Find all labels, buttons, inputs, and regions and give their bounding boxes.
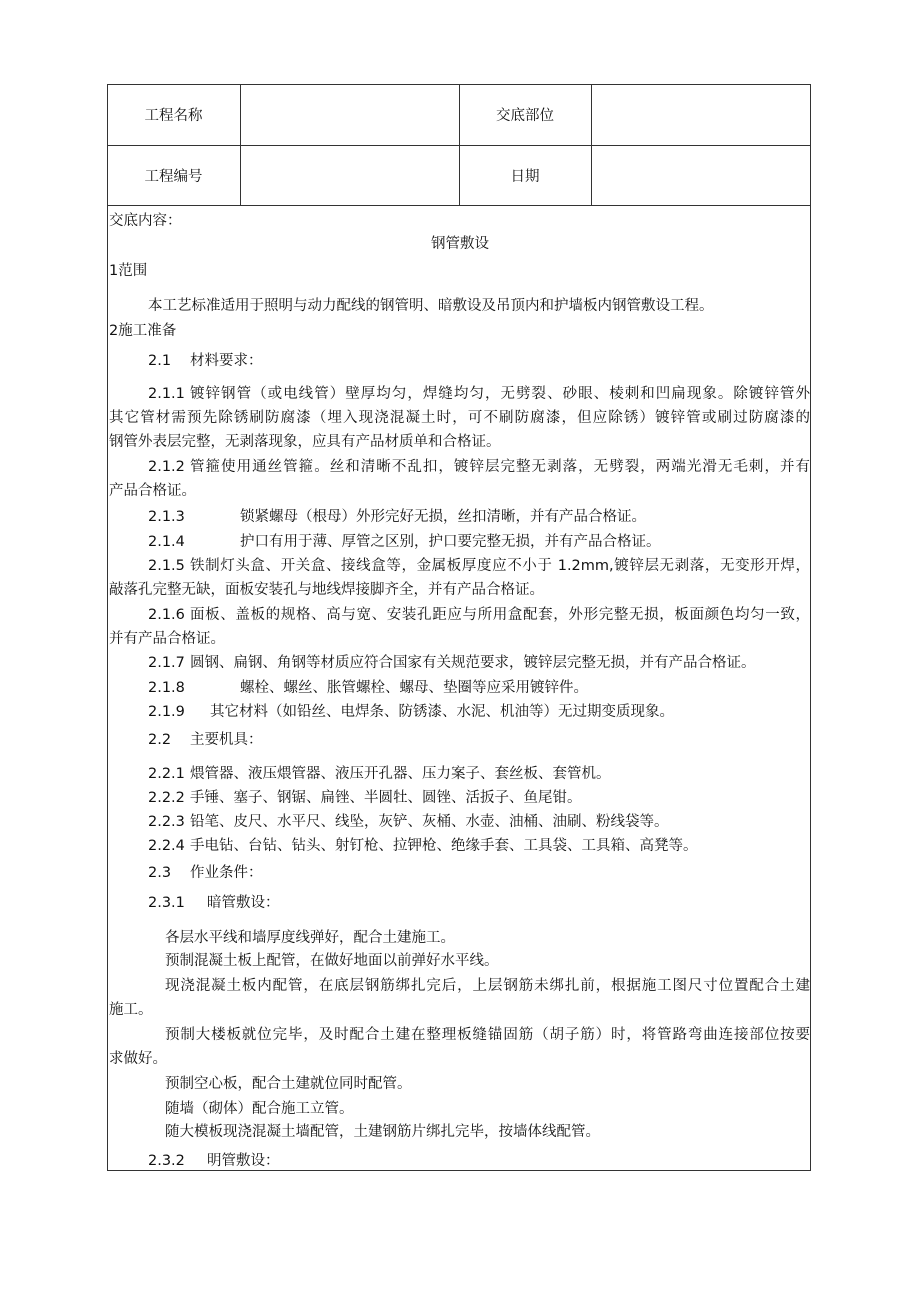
section-number: 2.1.8 [148,680,185,696]
section-number: 2.2.1 [148,766,185,782]
content-line: 锁紧螺母（根母）外形完好无损，丝扣清晰，并有产品合格证。 [240,509,646,525]
content-line: 并有产品合格证。 [109,631,225,647]
content-line: 施工。 [109,1002,153,1018]
section-number: 2.1.9 [148,704,185,720]
content-line: 护口有用于薄、厚管之区别，护口要完整无损，并有产品合格证。 [240,534,661,550]
content-line: 铅笔、皮尺、水平尺、线坠，灰铲、灰桶、水壶、油桶、油刷、粉线袋等。 [190,814,669,830]
content-line: 随大模板现浇混凝土墙配管，土建钢筋片绑扎完毕，按墙体线配管。 [165,1124,600,1140]
handover-part-value[interactable] [591,84,811,145]
section-number: 2.3 [148,865,172,881]
section-number: 2.2 [148,732,172,748]
section-number: 2.1.5 [148,558,185,574]
content-line: 预制大楼板就位完毕，及时配合土建在整理板缝锚固筋（胡子筋）时，将管路弯曲连接部位按要 [165,1027,810,1043]
content-label: 交底内容： [109,213,182,229]
content-line: 手锤、塞子、钢锯、扁锉、半圆牡、圆锉、活扳子、鱼尾钳。 [190,790,582,806]
content-line: 敲落孔完整无缺，面板安装孔与地线焊接脚齐全，并有产品合格证。 [109,582,544,598]
project-no-value[interactable] [240,145,459,205]
content-line: 其它材料（如铅丝、电焊条、防锈漆、水泥、机油等）无过期变质现象。 [210,704,674,720]
content-title: 钢管敷设 [431,236,489,252]
project-no-label: 工程编号 [144,168,203,185]
section-number: 2.1.4 [148,534,185,550]
content-line: 材料要求： [190,353,263,369]
content-line: 螺栓、螺丝、胀管螺栓、螺母、垫圈等应采用镀锌件。 [240,680,588,696]
content-line: 明管敷设： [207,1153,280,1169]
content-line: 主要机具： [190,732,263,748]
content-line: 本工艺标准适用于照明与动力配线的钢管明、暗敷设及吊顶内和护墙板内钢管敷设工程。 [148,298,714,314]
content-line: 铁制灯头盒、开关盒、接线盒等，金属板厚度应不小于 1.2mm,镀锌层无剥落，无变形开焊， [190,558,810,574]
section-number: 2.1.2 [148,459,185,475]
content-line: 2施工准备 [109,323,177,339]
content-line: 各层水平线和墙厚度线弹好，配合土建施工。 [165,930,455,946]
section-number: 2.1.1 [148,386,185,402]
content-line: 管箍使用通丝管箍。丝和清晰不乱扣，镀锌层完整无剥落，无劈裂，两端光滑无毛刺，并有 [190,459,810,475]
content-line: 其它管材需预先除锈刷防腐漆（埋入现浇混凝土时，可不刷防腐漆，但应除锈）镀锌管或刷过防腐漆的 [109,410,810,426]
section-number: 2.1.6 [148,607,185,623]
section-number: 2.1 [148,353,172,369]
content-line: 面板、盖板的规格、高与宽、安装孔距应与所用盒配套，外形完整无损，板面颜色均匀一致， [190,607,810,623]
project-name-label: 工程名称 [144,108,203,124]
date-value[interactable] [591,145,811,205]
content-line: 手电钻、台钻、钻头、射钉枪、拉钾枪、绝缘手套、工具袋、工具箱、高凳等。 [190,838,698,854]
content-line: 现浇混凝土板内配管，在底层钢筋绑扎完后，上层钢筋未绑扎前，根据施工图尺寸位置配合土建 [165,978,810,994]
content-line: 作业条件： [190,865,263,881]
project-name-value[interactable] [240,84,459,145]
section-number: 2.3.2 [148,1153,185,1169]
content-line: 镀锌钢管（或电线管）壁厚均匀，焊缝均匀，无劈裂、砂眼、棱刺和凹扁现象。除镀锌管外 [190,386,810,402]
section-number: 2.2.3 [148,814,185,830]
row-divider [107,205,811,206]
content-line: 求做好。 [109,1051,167,1067]
content-line: 1范围 [109,263,148,279]
handover-part-label: 交底部位 [496,108,554,124]
content-line: 钢管外表层完整，无剥落现象，应具有产品材质单和合格证。 [109,434,501,450]
content-line: 随墙（砌体）配合施工立管。 [165,1101,354,1117]
content-line: 暗管敷设： [207,895,280,911]
content-line: 产品合格证。 [109,483,196,499]
section-number: 2.3.1 [148,895,185,911]
content-line: 煨管器、液压煨管器、液压开孔器、压力案子、套丝板、套管机。 [190,766,611,782]
date-label: 日期 [510,168,540,185]
section-number: 2.2.4 [148,838,185,854]
content-line: 圆钢、扁钢、角钢等材质应符合国家有关规范要求，镀锌层完整无损，并有产品合格证。 [190,655,756,671]
content-line: 预制混凝土板上配管，在做好地面以前弹好水平线。 [165,953,499,969]
section-number: 2.2.2 [148,790,185,806]
content-line: 预制空心板，配合土建就位同时配管。 [165,1076,412,1092]
section-number: 2.1.3 [148,509,185,525]
section-number: 2.1.7 [148,655,185,671]
